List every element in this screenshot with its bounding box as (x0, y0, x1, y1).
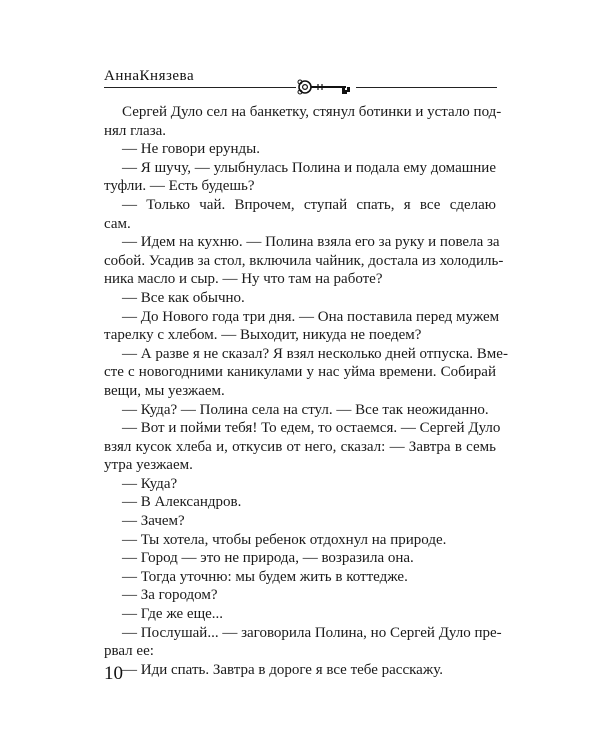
text-line: — Куда? (122, 475, 178, 492)
text-line: — Куда? — Полина села на стул. — Все так неожиданно. (122, 401, 489, 418)
text-line: — Я шучу, — улыбнулась Полина и подала ему домашние (122, 159, 496, 176)
text-line: — Зачем? (122, 513, 185, 530)
key-icon (296, 78, 356, 96)
text-line: сам. (104, 215, 131, 232)
text-line: — Вот и пойми тебя! То едем, то остаемся. — Сергей Дуло (122, 420, 501, 437)
body-text (104, 103, 508, 679)
text-line: туфли. — Есть будешь? (104, 178, 255, 195)
text-line: — Ты хотела, чтобы ребенок отдохнул на природе. (122, 531, 447, 548)
text-line: тарелку с хлебом. — Выходит, никуда не поедем? (104, 327, 422, 344)
text-line: — Все как обычно. (122, 289, 245, 306)
text-line: — Город — это не природа, — возразила она. (122, 550, 414, 567)
text-line: — Где же еще... (122, 606, 224, 623)
text-line: вещи, мы уезжаем. (104, 382, 225, 399)
text-line: — Только чай. Впрочем, ступай спать, я все сделаю (122, 196, 496, 213)
text-line: — Послушай... — заговорила Полина, но Сергей Дуло пре- (122, 624, 502, 641)
page-number: 10 (104, 663, 123, 684)
text-line: — Идем на кухню. — Полина взяла его за руку и повела за (122, 234, 500, 251)
text-line: — В Александров. (122, 494, 242, 511)
text-line: — За городом? (122, 587, 218, 604)
text-line: — А разве я не сказал? Я взял несколько дней отпуска. Вме- (122, 345, 508, 362)
text-line: нял глаза. (104, 122, 167, 139)
text-line: — Тогда уточню: мы будем жить в коттедже. (122, 568, 408, 585)
text-line: сте с новогодними каникулами у нас уйма времени. Собирай (104, 364, 496, 381)
text-line: — Не говори ерунды. (122, 141, 260, 158)
text-line: — До Нового года три дня. — Она поставила перед мужем (122, 308, 500, 325)
text-line: утра уезжаем. (104, 457, 193, 474)
text-line: собой. Усадив за стол, включила чайник, достала из холодиль- (104, 252, 504, 269)
text-line: рвал ее: (104, 643, 154, 660)
text-line: Сергей Дуло сел на банкетку, стянул ботинки и устало под- (122, 104, 502, 120)
text-line: — Иди спать. Завтра в дороге я все тебе расскажу. (122, 661, 443, 678)
running-header-author: АннаКнязева (104, 68, 195, 84)
text-line: ника масло и сыр. — Ну что там на работе? (104, 271, 383, 288)
text-line: взял кусок хлеба и, откусив от него, сказал: — Завтра в семь (104, 438, 496, 455)
